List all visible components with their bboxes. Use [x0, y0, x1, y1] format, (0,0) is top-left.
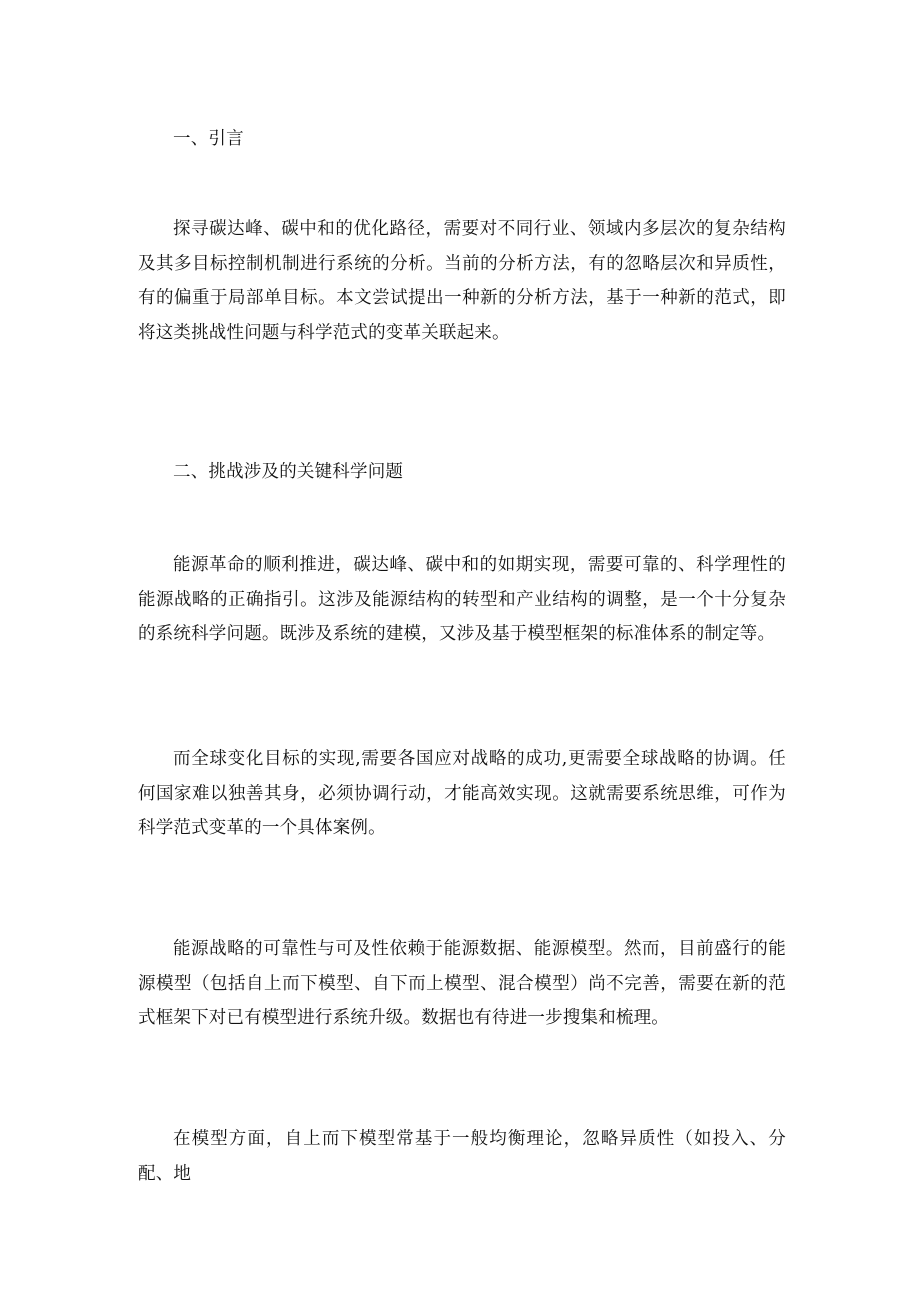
paragraph-global-change: 而全球变化目标的实现,需要各国应对战略的成功,更需要全球战略的协调。任何国家难以独善其身，必须协调行动，才能高效实现。这就需要系统思维，可作为科学范式变革的一个具体案例。 [138, 749, 786, 838]
section-heading-introduction: 一、引言 [173, 129, 244, 149]
paragraph-model-aspects: 在模型方面，自上而下模型常基于一般均衡理论，忽略异质性（如投入、分配、地 [138, 1129, 786, 1184]
section-heading-key-scientific-issues: 二、挑战涉及的关键科学问题 [173, 462, 404, 482]
paragraph-introduction: 探寻碳达峰、碳中和的优化路径，需要对不同行业、领域内多层次的复杂结构及其多目标控制机制进行系统的分析。当前的分析方法，有的忽略层次和异质性，有的偏重于局部单目标。本文尝试提出一种新的分析方法，基于一种新的范式，即将这类挑战性问题与科学范式的变革关联起来。 [138, 219, 786, 343]
paragraph-energy-models: 能源战略的可靠性与可及性依赖于能源数据、能源模型。然而，目前盛行的能源模型（包括自上而下模型、自下而上模型、混合模型）尚不完善，需要在新的范式框架下对已有模型进行系统升级。数据也有待进一步搜集和梳理。 [138, 939, 786, 1028]
paragraph-energy-revolution: 能源革命的顺利推进，碳达峰、碳中和的如期实现，需要可靠的、科学理性的能源战略的正确指引。这涉及能源结构的转型和产业结构的调整，是一个十分复杂的系统科学问题。既涉及系统的建模，又涉及基于模型框架的标准体系的制定等。 [138, 555, 786, 644]
